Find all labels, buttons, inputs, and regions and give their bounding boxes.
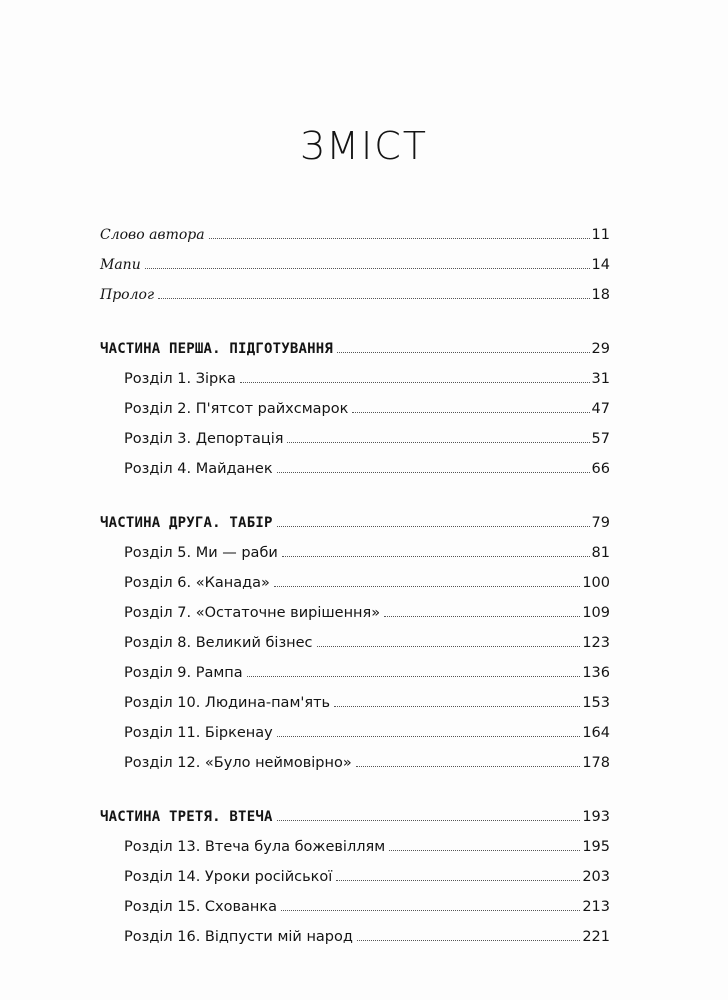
dot-leader: [277, 526, 590, 527]
dot-leader: [209, 238, 590, 239]
toc-entry-page: 221: [582, 929, 610, 945]
toc-entry-page: 81: [591, 545, 610, 561]
dot-leader: [145, 268, 590, 269]
toc-entry-label: Розділ 11. Біркенау: [124, 725, 273, 741]
toc-entry-label: Розділ 15. Схованка: [124, 899, 278, 915]
dot-leader: [247, 676, 581, 677]
toc-chapter-1[interactable]: [124, 368, 610, 390]
toc-chapter-13[interactable]: [124, 836, 610, 858]
dot-leader: [277, 820, 581, 821]
toc-chapter-8[interactable]: [124, 632, 610, 654]
toc-entry-label: Розділ 10. Людина-пам'ять: [124, 695, 331, 711]
toc-entry-maps[interactable]: [100, 254, 610, 276]
dot-leader: [337, 352, 590, 353]
toc-entry-label: Мапи: [100, 257, 141, 273]
toc-entry-label: Розділ 1. Зірка: [124, 371, 236, 387]
toc-chapter-12[interactable]: [124, 752, 610, 774]
toc-entry-page: 14: [591, 257, 610, 273]
dot-leader: [281, 910, 580, 911]
toc-entry-page: 123: [582, 635, 610, 651]
toc-entry-label: Розділ 3. Депортація: [124, 431, 284, 447]
toc-part-label: ЧАСТИНА ДРУГА. ТАБІР: [100, 515, 273, 531]
dot-leader: [352, 412, 589, 413]
toc-entry-page: 29: [591, 341, 610, 357]
toc-entry-label: Розділ 5. Ми — раби: [124, 545, 278, 561]
toc-entry-label: Пролог: [100, 287, 155, 303]
toc-entry-label: Розділ 16. Відпусти мій народ: [124, 929, 353, 945]
toc-entry-page: 11: [591, 227, 610, 243]
toc-entry-page: 109: [582, 605, 610, 621]
toc-part-label: ЧАСТИНА ТРЕТЯ. ВТЕЧА: [100, 809, 273, 825]
dot-leader: [389, 850, 580, 851]
toc-entry-page: 203: [582, 869, 610, 885]
toc-entry-label: Розділ 4. Майданек: [124, 461, 273, 477]
toc-entry-label: Розділ 12. «Було неймовірно»: [124, 755, 352, 771]
dot-leader: [274, 586, 580, 587]
toc-entry-page: 57: [591, 431, 610, 447]
toc-part-label: ЧАСТИНА ПЕРША. ПІДГОТУВАННЯ: [100, 341, 333, 357]
toc-chapter-10[interactable]: [124, 692, 610, 714]
toc-chapter-15[interactable]: [124, 896, 610, 918]
toc-entry-label: Розділ 9. Рампа: [124, 665, 243, 681]
toc-entry-page: 136: [582, 665, 610, 681]
dot-leader: [277, 736, 581, 737]
toc-part-2[interactable]: [100, 512, 610, 534]
toc-chapter-11[interactable]: [124, 722, 610, 744]
toc-entry-label: Слово автора: [100, 227, 205, 243]
toc-chapter-5[interactable]: [124, 542, 610, 564]
toc-chapter-16[interactable]: [124, 926, 610, 948]
toc-entry-label: Розділ 2. П'ятсот райхсмарок: [124, 401, 349, 417]
toc-entry-page: 100: [582, 575, 610, 591]
toc-entry-page: 79: [591, 515, 610, 531]
toc-entry-page: 195: [582, 839, 610, 855]
toc-entry-page: 193: [582, 809, 610, 825]
toc-entry-page: 31: [591, 371, 610, 387]
dot-leader: [357, 940, 580, 941]
toc-entry-label: Розділ 8. Великий бізнес: [124, 635, 313, 651]
toc-chapter-7[interactable]: [124, 602, 610, 624]
toc-entry-page: 164: [582, 725, 610, 741]
dot-leader: [336, 880, 580, 881]
dot-leader: [317, 646, 581, 647]
toc-chapter-14[interactable]: [124, 866, 610, 888]
toc-entry-page: 18: [591, 287, 610, 303]
dot-leader: [158, 298, 590, 299]
toc-chapter-6[interactable]: [124, 572, 610, 594]
toc-entry-page: 213: [582, 899, 610, 915]
dot-leader: [282, 556, 590, 557]
dot-leader: [277, 472, 590, 473]
toc-part-1[interactable]: [100, 338, 610, 360]
toc-chapter-9[interactable]: [124, 662, 610, 684]
toc-chapter-4[interactable]: [124, 458, 610, 480]
toc-entry-author-foreword[interactable]: [100, 224, 610, 246]
toc-entry-page: 66: [591, 461, 610, 477]
toc-chapter-2[interactable]: [124, 398, 610, 420]
page-title: ЗМІСТ: [300, 124, 428, 168]
dot-leader: [287, 442, 589, 443]
toc-entry-page: 47: [591, 401, 610, 417]
dot-leader: [384, 616, 580, 617]
toc-chapter-3[interactable]: [124, 428, 610, 450]
toc-entry-page: 153: [582, 695, 610, 711]
dot-leader: [356, 766, 581, 767]
toc-entry-prologue[interactable]: [100, 284, 610, 306]
dot-leader: [240, 382, 590, 383]
toc-entry-label: Розділ 13. Втеча була божевіллям: [124, 839, 386, 855]
toc-part-3[interactable]: [100, 806, 610, 828]
toc-entry-label: Розділ 7. «Остаточне вирішення»: [124, 605, 381, 621]
toc-entry-label: Розділ 6. «Канада»: [124, 575, 270, 591]
dot-leader: [334, 706, 580, 707]
toc-entry-label: Розділ 14. Уроки російської: [124, 869, 333, 885]
toc-entry-page: 178: [582, 755, 610, 771]
